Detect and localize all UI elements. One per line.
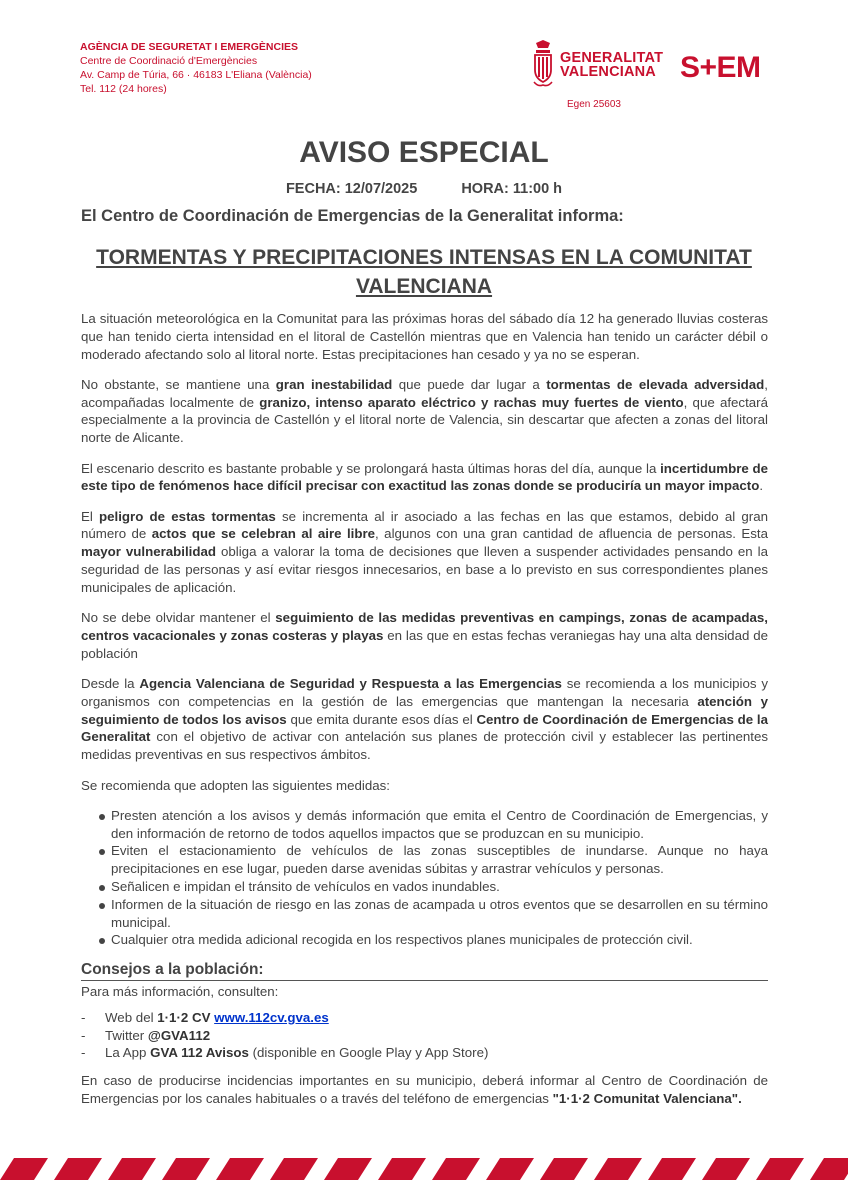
list-item: Informen de la situación de riesgo en las zonas de acampada u otros eventos que se desarrollen en su término municipal. [101,896,768,932]
app-name: GVA 112 Avisos [150,1045,249,1061]
page-title: AVISO ESPECIAL [299,136,549,169]
warning-stripes [0,1158,848,1180]
paragraph-6: Desde la Agencia Valenciana de Seguridad y Respuesta a las Emergencias se recomienda a los municipios y organismos con competencias en la gestión de las emergencias que mantengan la necesaria atención y seguimiento de todos los avisos que emita durante esos días el Centro de Coordinación de Emergencias de la Generalitat con el objetivo de activar con antelación sus planes de protección civil y establecer las pertinentes medidas preventivas en sus respectivos ámbitos. [81,676,768,763]
egen-reference: Egen 25603 [567,99,621,110]
list-item-twitter: - Twitter @GVA112 [81,1027,211,1043]
time-label: HORA: 11:00 h [461,181,563,197]
agency-address: Av. Camp de Túria, 66 · 46183 L'Eliana (València) [80,69,312,81]
paragraph-2: No obstante, se mantiene una gran inestabilidad que puede dar lugar a tormentas de elevada adversidad, acompañadas localmente de granizo, intenso aparato eléctrico y rachas muy fuertes de viento, que afectará especialmente a la provincia de Castellón y el litoral norte de Valencia, sin descartar que afecten a zonas del litoral norte de Alicante. [81,376,768,446]
closing-paragraph: En caso de producirse incidencias importantes en su municipio, deberá informar al Centro de Coordinación de Emergencias por los canales habituales o a través del teléfono de emergencias "1·1·2 Comunitat Valenciana". [81,1073,768,1106]
agency-center: Centre de Coordinació d'Emergències [80,55,258,67]
paragraph-1: La situación meteorológica en la Comunitat para las próximas horas del sábado día 12 ha generado lluvias costeras que han tenido cierta intensidad en el litoral de Castellón mientras que en Valencia han tenido un carácter débil o moderado afectando solo al litoral norte. Estas precipitaciones han cesado y ya no se esperan. [81,311,768,362]
list-item: Eviten el estacionamiento de vehículos de las zonas susceptibles de inundarse. Aunque no haya precipitaciones en ese lugar, pueden darse avenidas súbitas y arrastrar vehículos y personas. [101,842,768,878]
list-item-app: - La App GVA 112 Avisos (disponible en Google Play y App Store) [81,1045,489,1061]
consejos-heading: Consejos a la población: [81,961,768,981]
bullet-icon [99,885,105,891]
measures-intro: Se recomienda que adopten las siguientes medidas: [81,777,390,793]
date-time-line [0,181,848,197]
informa-heading: El Centro de Coordinación de Emergencias de la Generalitat informa: [81,207,624,225]
bullet-icon [99,938,105,944]
generalitat-logo [532,40,662,88]
generalitat-crest-icon [532,40,554,88]
consejos-intro: Para más información, consulten: [81,984,279,999]
bullet-icon [99,849,105,855]
list-item: Presten atención a los avisos y demás información que emita el Centro de Coordinación de Emergencias, y den información de retorno de todos aquellos impactos que se produzcan en su municipio. [101,807,768,843]
paragraph-3: El escenario descrito es bastante probable y se prolongará hasta últimas horas del día, aunque la incertidumbre de este tipo de fenómenos hace difícil precisar con exactitud las zonas donde se produciría un mayor impacto. [81,460,769,494]
document-body [81,310,768,1120]
web-link[interactable]: www.112cv.gva.es [214,1009,329,1025]
info-links-list [81,1009,768,1062]
date-label: FECHA: 12/07/2025 [285,181,418,197]
bullet-icon [99,903,105,909]
agency-name: AGÈNCIA DE SEGURETAT I EMERGÈNCIES [80,41,298,53]
list-item: Señalicen e impidan el tránsito de vehículos en vados inundables. [101,878,768,896]
sem-logo: S+EM [680,51,761,84]
paragraph-5: No se debe olvidar mantener el seguimiento de las medidas preventivas en campings, zonas de acampadas, centros vacacionales y zonas costeras y playas en las que en estas fechas veraniegas hay una alta densidad de población [81,610,769,661]
twitter-handle: @GVA112 [147,1027,211,1043]
list-item-web: - Web del 1·1·2 CV www.112cv.gva.es [81,1009,329,1025]
list-item: Cualquier otra medida adicional recogida en los respectivos planes municipales de protección civil. [101,931,768,949]
headline: TORMENTAS Y PRECIPITACIONES INTENSAS EN LA COMUNITAT VALENCIANA [96,246,752,298]
measures-list [101,807,768,949]
paragraph-4: El peligro de estas tormentas se incrementa al ir asociado a las fechas en las que estamos, debido al gran número de actos que se celebran al aire libre, algunos con una gran cantidad de afluencia de personas. Esta mayor vulnerabilidad obliga a valorar la toma de decisiones que lleven a suspender actividades pensando en la seguridad de las personas y así evitar riesgos innecesarios, en base a lo previsto en sus correspondientes planes municipales de aplicación. [81,508,768,595]
bullet-icon [99,814,105,820]
agency-header [80,40,312,96]
logo-gva-line1: GENERALITAT [560,50,664,66]
logo-gva-line2: VALENCIANA [560,64,656,80]
agency-phone: Tel. 112 (24 hores) [80,83,167,95]
